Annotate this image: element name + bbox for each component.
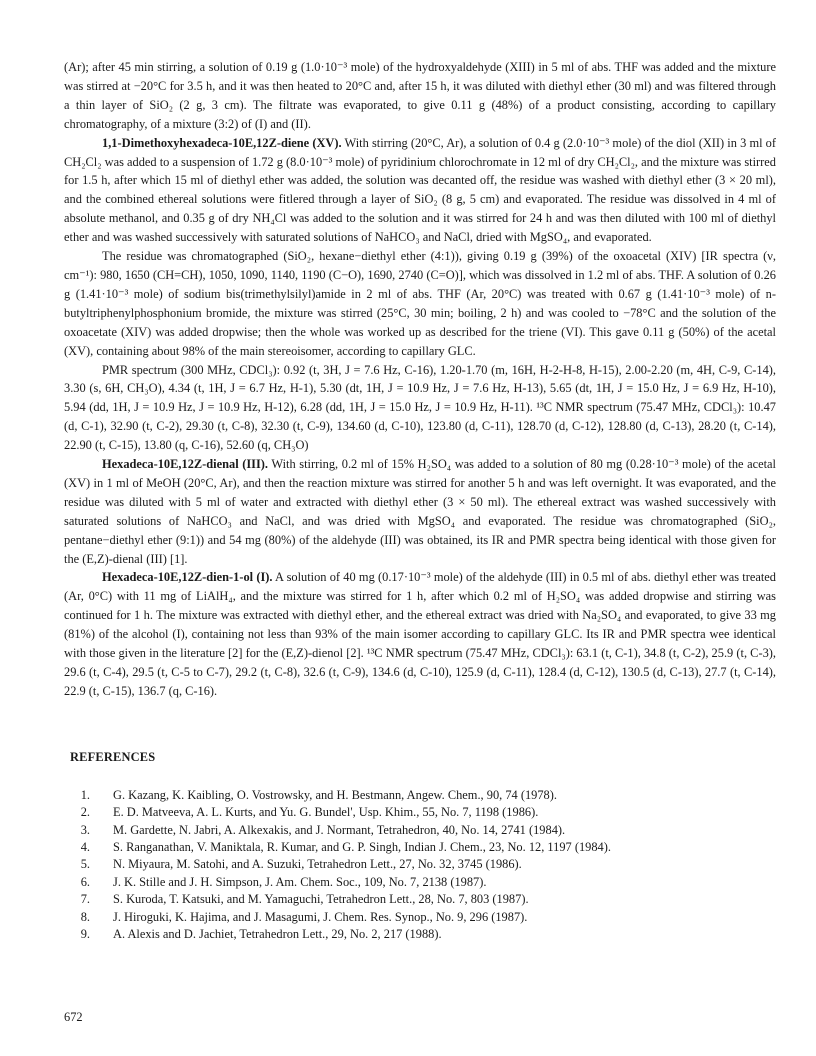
reference-item [64, 856, 776, 873]
paragraph-text: With stirring (20°C, Ar), a solution of 0.4 g (2.0·10⁻³ mole) of the diol (XII) in 3 ml of CH₂Cl₂ was added to a suspension of 1.72 g (8.0·10⁻³ mole) of pyridinium chlorochromate in 12 ml of dry CH₂Cl₂, and the mixture was stirred for 1.5 h, after which 15 ml of diethyl ether was added, the solution was decanted off, the residue was washed with diethyl ether (3 × 20 ml), and the combined ethereal solutions were fitlered through a layer of SiO₂ (8 g, 5 cm) and evaporated. The residue was dissolved in 4 ml of absolute methanol, and 0.35 g of dry NH₄Cl was added to the solution and it was stirred for 24 h and was then diluted with 100 ml of diethyl ether and was washed successively with saturated solutions of NaHCO₃ and NaCl, dried with MgSO₄, and evaporated. [64, 135, 777, 245]
reference-number: 1. [80, 787, 90, 802]
reference-item [64, 822, 776, 839]
paragraph-continuation [64, 58, 776, 134]
paragraph-hexadecadienal [64, 455, 776, 568]
reference-list [64, 787, 776, 944]
reference-number: 3. [80, 822, 90, 837]
paragraph-text: With stirring, 0.2 ml of 15% H₂SO₄ was added to a solution of 80 mg (0.28·10⁻³ mole) of the acetal (XV) in 1 ml of MeOH (20°C, Ar), and then the reaction mixture was stirred for another 5 h and was left overnight. It was evaporated, and the residue was diluted with 5 ml of water and extracted with diethyl ether (3 × 50 ml). The ethereal extract was washed successively with saturated solutions of NaHCO₃ and NaCl, and was dried with MgSO₄ and evaporated. The residue was chromatographed (SiO₂, pentane−diethyl ether (9:1)) and 54 mg (80%) of the aldehyde (III) was obtained, its IR and PMR spectra being identical with those given for the (E,Z)-dienal (III) [1]. [64, 457, 776, 566]
compound-heading: Hexadeca-10E,12Z-dien-1-ol (I). [102, 570, 273, 585]
reference-item [64, 909, 776, 926]
paragraph-dimethoxyhexadecadiene [64, 134, 776, 247]
reference-number: 7. [80, 892, 90, 907]
reference-number: 6. [80, 874, 90, 889]
reference-item [64, 804, 776, 821]
reference-item [64, 787, 776, 804]
paragraph-text: The residue was chromatographed (SiO₂, hexane−diethyl ether (4:1)), giving 0.19 g (39%) of the oxoacetal (XIV) [IR spectra (ν, cm⁻¹): 980, 1650 (CH=CH), 1050, 1090, 1140, 1190 (C−O), 1690, 2740 (C=O)], which was dissolved in 1.2 ml of abs. THF. A solution of 0.26 g (1.41·10⁻³ mole) of sodium bis(trimethylsilyl)amide in 2 ml of abs. THF (Ar, 20°C) was treated with 0.67 g (1.41·10⁻³ mole) of n-butyltriphenylphosphonium bromide, the mixture was stirred (25°C, 30 min; boiling, 2 h) and was cooled to −78°C and the solution of the oxoacetate (XIV) was added dropwise; then the whole was worked up as described for the triene (VI). This gave 0.11 g (50%) of the acetal (XV), containing about 98% of the main stereoisomer, according to capillary GLC. [64, 249, 776, 358]
reference-text: A. Alexis and D. Jachiet, Tetrahedron Lett., 29, No. 2, 217 (1988). [113, 926, 442, 941]
paragraph-pmr-spectrum [64, 361, 776, 456]
paragraph-text: PMR spectrum (300 MHz, CDCl₃): 0.92 (t, 3H, J = 7.6 Hz, C-16), 1.20-1.70 (m, 16H, H-2-H-8, H-15), 2.00-2.20 (m, 4H, C-9, C-14), 3.30 (s, 6H, CH₃O), 4.34 (t, 1H, J = 6.7 Hz, H-1), 5.30 (dt, 1H, J = 10.9 Hz, J = 7.6 Hz, H-13), 5.65 (dt, 1H, J = 15.0 Hz, J = 6.9 Hz, H-10), 5.94 (dd, 1H, J = 10.9 Hz, J = 10.9 Hz, H-12), 6.28 (dd, 1H, J = 15.0 Hz, J = 10.9 Hz, H-11). ¹³C NMR spectrum (75.47 MHz, CDCl₃): 10.47 (d, C-1), 32.90 (t, C-2), 29.30 (t, C-8), 32.30 (t, C-9), 134.60 (d, C-10), 123.80 (d, C-11), 128.70 (d, C-12), 128.80 (d, C-13), 28.20 (t, C-14), 22.90 (t, C-15), 13.80 (q, C-16), 52.60 (q, CH₃O) [64, 362, 776, 453]
reference-item [64, 891, 776, 908]
reference-item [64, 874, 776, 891]
paragraph-text: (Ar); after 45 min stirring, a solution of 0.19 g (1.0·10⁻³ mole) of the hydroxyaldehyde (XIII) in 5 ml of abs. THF was added and the mixture was stirred at −20°C for 3.5 h, and it was then heated to 20°C and, after 15 h, it was diluted with diethyl ether (30 ml) and was filtered through a thin layer of SiO₂ (2 g, 3 cm). The filtrate was evaporated, to give 0.11 g (48%) of a product consisting, according to capillary chromatography, of a mixture (3:2) of (I) and (II). [64, 60, 776, 131]
compound-heading: 1,1-Dimethoxyhexadeca-10E,12Z-diene (XV). [102, 135, 342, 150]
references-heading: REFERENCES [70, 749, 156, 764]
reference-number: 2. [80, 805, 90, 820]
reference-number: 5. [80, 857, 90, 872]
reference-text: M. Gardette, N. Jabri, A. Alkexakis, and J. Normant, Tetrahedron, 40, No. 14, 2741 (1984). [113, 822, 566, 837]
reference-number: 8. [80, 909, 90, 924]
reference-text: S. Kuroda, T. Katsuki, and M. Yamaguchi, Tetrahedron Lett., 28, No. 7, 803 (1987). [113, 892, 529, 907]
compound-heading: Hexadeca-10E,12Z-dienal (III). [102, 457, 269, 472]
reference-number: 9. [80, 926, 90, 941]
reference-item [64, 926, 776, 943]
reference-item [64, 839, 776, 856]
reference-text: J. K. Stille and J. H. Simpson, J. Am. Chem. Soc., 109, No. 7, 2138 (1987). [113, 874, 487, 889]
document-body [64, 58, 776, 943]
paragraph-chromatography [64, 247, 776, 360]
paragraph-text: A solution of 40 mg (0.17·10⁻³ mole) of the aldehyde (III) in 0.5 ml of abs. diethyl ether was treated (Ar, 0°C) with 11 mg of LiAlH₄, and the mixture was stirred for 1 h, after which 0.2 ml of H₂SO₄ was added dropwise and stirring was continued for 1 h. The mixture was extracted with diethyl ether, and the ethereal extract was dried with Na₂SO₄ and evaporated, to give 33 mg (81%) of the alcohol (I), containing not less than 93% of the main isomer according to capillary GLC. Its IR and PMR spectra wee identical with those given in the literature [2] for the (E,Z)-dienol [2]. ¹³C NMR spectrum (75.47 MHz, CDCl₃): 63.1 (t, C-1), 34.8 (t, C-2), 25.9 (t, C-3), 29.6 (t, C-4), 29.5 (t, C-5 to C-7), 29.2 (t, C-8), 32.6 (t, C-9), 134.6 (d, C-10), 125.9 (d, C-11), 128.4 (d, C-12), 130.5 (d, C-13), 27.7 (t, C-14), 22.9 (t, C-15), 136.7 (q, C-16). [64, 570, 776, 698]
page-number: 672 [64, 1010, 83, 1024]
reference-text: G. Kazang, K. Kaibling, O. Vostrowsky, and H. Bestmann, Angew. Chem., 90, 74 (1978). [113, 787, 557, 802]
reference-text: E. D. Matveeva, A. L. Kurts, and Yu. G. Bundel', Usp. Khim., 55, No. 7, 1198 (1986). [113, 805, 539, 820]
reference-text: J. Hiroguki, K. Hajima, and J. Masagumi, J. Chem. Res. Synop., No. 9, 296 (1987). [113, 909, 528, 924]
reference-text: S. Ranganathan, V. Maniktala, R. Kumar, and G. P. Singh, Indian J. Chem., 23, No. 12, 1197 (1984). [113, 839, 611, 854]
reference-number: 4. [80, 839, 90, 854]
paragraph-hexadecadienol [64, 568, 776, 700]
reference-text: N. Miyaura, M. Satohi, and A. Suzuki, Tetrahedron Lett., 27, No. 32, 3745 (1986). [113, 857, 522, 872]
